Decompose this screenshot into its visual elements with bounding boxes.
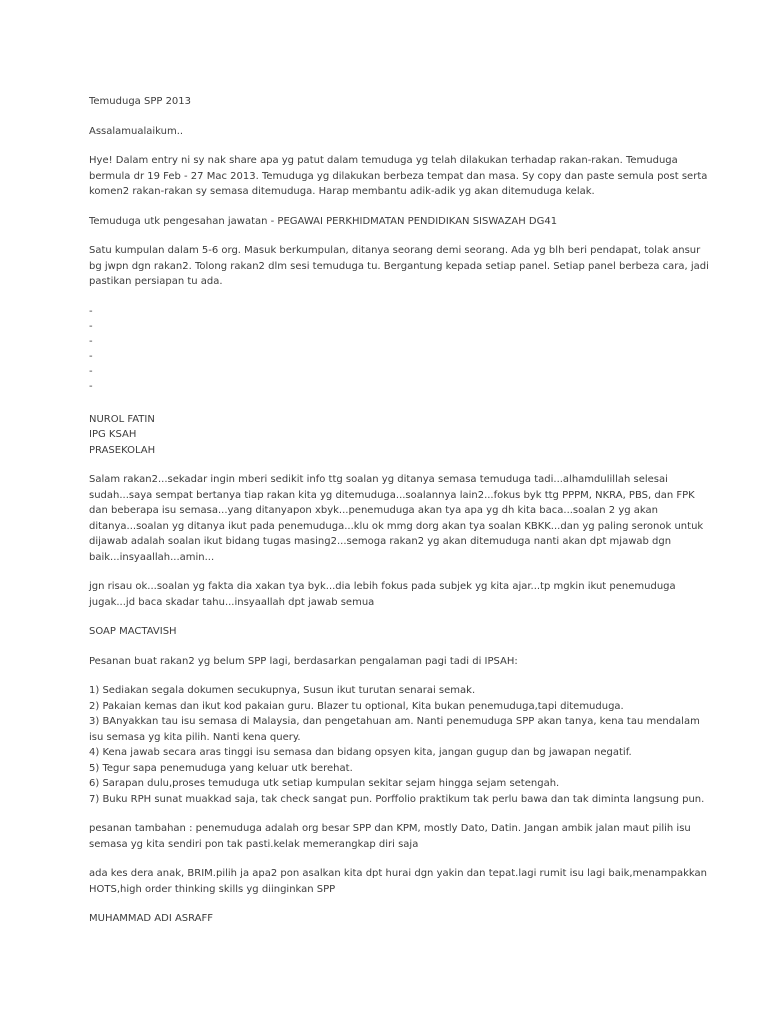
group-info-line: bg jwpn dgn rakan2. Tolong rakan2 dlm sesi temuduga tu. Bergantung kepada setiap panel. Setiap panel berbeza cara, jadi [89, 260, 709, 272]
tip-item: 5) Tegur sapa penemuduga yang keluar utk berehat. [89, 762, 353, 774]
comment1b-line: jugak...jd baca skadar tahu...insyaallah dpt jawab semua [89, 596, 375, 608]
extra-tips-paragraph [89, 821, 689, 852]
comment1-line: Salam rakan2...sekadar ingin mberi sedikit info ttg soalan yg ditanya semasa temuduga tadi...alhamdulillah selesai [89, 474, 668, 485]
dash-item: - [89, 380, 93, 392]
author2-block [89, 624, 689, 640]
intro-line: komen2 rakan-rakan sy semasa ditemuduga. Harap membantu adik-adik yg akan ditemuduga kelak. [89, 186, 595, 197]
document-title: Temuduga SPP 2013 [89, 96, 192, 107]
comment1-line: baik...insyaallah...amin... [89, 551, 215, 563]
comment2-intro: Pesanan buat rakan2 yg belum SPP lagi, berdasarkan pengalaman pagi tadi di IPSAH: [89, 655, 518, 667]
tip-item: 6) Sarapan dulu,proses temuduga utk setiap kumpulan sekitar sejam hingga sejam setengah. [89, 778, 560, 789]
extra-tips2-paragraph [89, 866, 708, 897]
author3-block [89, 911, 689, 927]
comment1-line: sudah...saya sempat bertanya tiap rakan kita yg ditemuduga...soalannya lain2...fokus byk ttg PPPM, NKRA, PBS, dan FPK [89, 489, 695, 501]
dash-list [89, 304, 689, 394]
comment2-intro-block [89, 654, 689, 670]
dash-item: - [89, 365, 93, 377]
dash-item: - [89, 350, 93, 362]
comment1b-paragraph [89, 579, 689, 610]
extra-tips2-line: ada kes dera anak, BRIM.pilih ja apa2 pon asalkan kita dpt hurai dgn yakin dan tepat.lagi rumit isu lagi baik,menampakkan [89, 868, 708, 879]
comment1b-line: jgn risau ok...soalan yg fakta dia xakan tya byk...dia lebih fokus pada subjek yg kita ajar...tp mgkin ikut penemuduga [89, 581, 676, 592]
tips-list [89, 683, 705, 807]
tip-item: 7) Buku RPH sunat muakkad saja, tak check sangat pun. Porffolio praktikum tak perlu bawa dan tak diminta langsung pun. [89, 793, 705, 805]
tip-item: 4) Kena jawab secara aras tinggi isu semasa dan bidang opsyen kita, jangan gugup dan bg jawapan negatif. [89, 747, 632, 758]
extra-tips-line: pesanan tambahan : penemuduga adalah org besar SPP dan KPM, mostly Dato, Datin. Jangan ambik jalan maut pilih isu [89, 823, 691, 834]
greeting-block [89, 124, 689, 140]
dash-item: - [89, 305, 93, 317]
author3-name: MUHAMMAD ADI ASRAFF [89, 913, 214, 924]
position-paragraph [89, 214, 689, 230]
intro-paragraph [89, 153, 708, 200]
tip-item: 1) Sediakan segala dokumen secukupnya, Susun ikut turutan senarai semak. [89, 685, 476, 696]
author1-field: PRASEKOLAH [89, 444, 156, 456]
comment1-line: dijawab adalah soalan ikut bidang tugas masing2...semoga rakan2 yg akan ditemuduga nanti akan dpt mjawab dgn [89, 536, 672, 547]
document-title-block [89, 94, 689, 110]
dash-item: - [89, 320, 93, 332]
intro-line: bermula dr 19 Feb - 27 Mac 2013. Temuduga yg dilakukan berbeza tempat dan masa. Sy copy dan paste semula post serta [89, 170, 708, 182]
group-info-paragraph [89, 243, 709, 290]
group-info-line: pastikan persiapan tu ada. [89, 276, 223, 287]
extra-tips-line: semasa yg kita sendiri pon tak pasti.kelak memerangkap diri saja [89, 838, 419, 850]
tip-item: isu semasa yg kita pilih. Nanti kena query. [89, 731, 301, 743]
dash-item: - [89, 335, 93, 347]
comment1-line: ditanya...soalan yg ditanya ikut pada penemuduga...klu ok mmg dorg akan tya soalan KBKK...dan yg paling seronok untuk [89, 520, 704, 532]
comment1-line: dan beberapa isu semasa...yang ditanyapon xbyk...penemuduga akan tya apa yg dh kita baca...soalan 2 yg akan [89, 505, 658, 516]
document-page [89, 94, 709, 941]
intro-line: Hye! Dalam entry ni sy nak share apa yg patut dalam temuduga yg telah dilakukan terhadap rakan-rakan. Temuduga [89, 155, 678, 166]
group-info-line: Satu kumpulan dalam 5-6 org. Masuk berkumpulan, ditanya seorang demi seorang. Ada yg blh beri pendapat, tolak ansur [89, 245, 701, 256]
tip-item: 3) BAnyakkan tau isu semasa di Malaysia, dan pengetahuan am. Nanti penemuduga SPP akan tanya, kena tau mendalam [89, 716, 700, 727]
comment1-paragraph [89, 472, 704, 565]
extra-tips2-line: HOTS,high order thinking skills yg diinginkan SPP [89, 883, 336, 895]
author2-name: SOAP MACTAVISH [89, 626, 177, 637]
greeting: Assalamualaikum.. [89, 125, 184, 137]
author1-block [89, 412, 689, 459]
position-line: Temuduga utk pengesahan jawatan - PEGAWAI PERKHIDMATAN PENDIDIKAN SISWAZAH DG41 [89, 215, 558, 227]
author1-name: NUROL FATIN [89, 413, 155, 425]
tip-item: 2) Pakaian kemas dan ikut kod pakaian guru. Blazer tu optional, Kita bukan penemuduga,tapi ditemuduga. [89, 700, 624, 712]
author1-institution: IPG KSAH [89, 429, 137, 440]
